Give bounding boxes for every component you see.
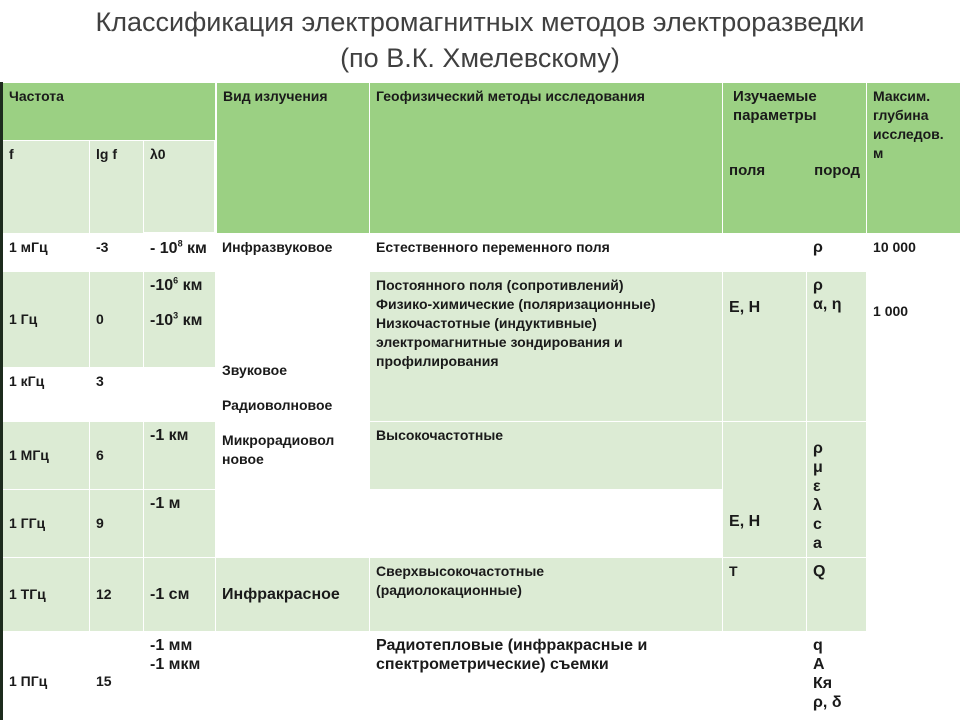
cell-depth: 10 000	[867, 234, 960, 272]
cell-method	[370, 490, 723, 558]
cell-field	[723, 632, 807, 720]
cell-method: Сверхвысокочастотные (радиолокационные)	[370, 558, 723, 632]
header-methods: Геофизический методы исследования	[370, 83, 723, 234]
cell-method: Постоянного поля (сопротивлений) Физико-химические (поляризационные) Низкочастотные (индуктивные) электромагнитные зондирования и профилирования	[370, 272, 723, 422]
cell-f: 1 ГГц	[2, 490, 90, 558]
cell-field	[723, 234, 807, 272]
cell-lgf: 0	[90, 272, 144, 368]
header-params	[723, 83, 867, 234]
cell-radiation-merged: Звуковое Радиоволновое Микрорадиовол новое	[216, 272, 370, 558]
cell-lambda: $-10^6$ км $-10^3$ км	[144, 272, 216, 368]
cell-f: 1 ТГц	[2, 558, 90, 632]
cell-lambda: -1 см	[144, 558, 216, 632]
cell-lambda	[144, 368, 216, 422]
params-subheaders	[729, 161, 860, 180]
cell-lambda: -1 мм -1 мкм	[144, 632, 216, 720]
cell-f: 1 МГц	[2, 422, 90, 490]
header-lambda: λ0	[144, 141, 216, 234]
table-row	[2, 558, 960, 632]
header-depth: Максим. глубина исследов. м	[867, 83, 960, 234]
cell-field: T	[723, 558, 807, 632]
cell-field: E, H	[723, 272, 807, 422]
classification-table	[0, 82, 960, 720]
cell-method: Естественного переменного поля	[370, 234, 723, 272]
cell-f: 1 Гц	[2, 272, 90, 368]
cell-rock: ρ α, η	[807, 272, 867, 422]
cell-f: 1 кГц	[2, 368, 90, 422]
params-rocks-label: пород	[814, 162, 861, 179]
cell-lambda: -1 км	[144, 422, 216, 490]
cell-lgf: 12	[90, 558, 144, 632]
header-lgf: lg f	[90, 141, 144, 234]
title-line-2: (по В.К. Хмелевскому)	[340, 43, 620, 73]
cell-field: E, H	[723, 422, 807, 558]
header-f: f	[2, 141, 90, 234]
cell-lambda: -1 м	[144, 490, 216, 558]
params-title: Изучаемые параметры	[733, 88, 817, 124]
cell-lambda: - $10^8$ км	[144, 234, 216, 272]
cell-radiation	[216, 632, 370, 720]
cell-lgf: 9	[90, 490, 144, 558]
cell-rock: ρ	[807, 234, 867, 272]
classification-table-wrap	[0, 82, 960, 720]
cell-depth: 1 000	[867, 272, 960, 720]
table-row	[2, 234, 960, 272]
cell-lgf: 6	[90, 422, 144, 490]
title-line-1: Классификация электромагнитных методов электроразведки	[95, 7, 865, 37]
cell-lgf: 15	[90, 632, 144, 720]
cell-radiation: Инфракрасное	[216, 558, 370, 632]
cell-lgf: -3	[90, 234, 144, 272]
cell-f: 1 ПГц	[2, 632, 90, 720]
params-fields-label: поля	[729, 162, 766, 179]
table-row	[2, 422, 960, 490]
cell-f: 1 мГц	[2, 234, 90, 272]
cell-lgf: 3	[90, 368, 144, 422]
cell-method: Радиотепловые (инфракрасные и спектрометрические) съемки	[370, 632, 723, 720]
page-title	[0, 4, 960, 76]
cell-rock: q A Кя ρ, δ	[807, 632, 867, 720]
cell-method: Высокочастотные	[370, 422, 723, 490]
cell-radiation: Инфразвуковое	[216, 234, 370, 272]
cell-rock-symbols: ρ μ ε λ c a	[807, 422, 867, 558]
cell-rock: Q	[807, 558, 867, 632]
header-radiation: Вид излучения	[216, 83, 370, 234]
header-row-1	[2, 83, 960, 141]
table-row	[2, 632, 960, 720]
header-frequency: Частота	[2, 83, 216, 141]
table-row	[2, 272, 960, 368]
